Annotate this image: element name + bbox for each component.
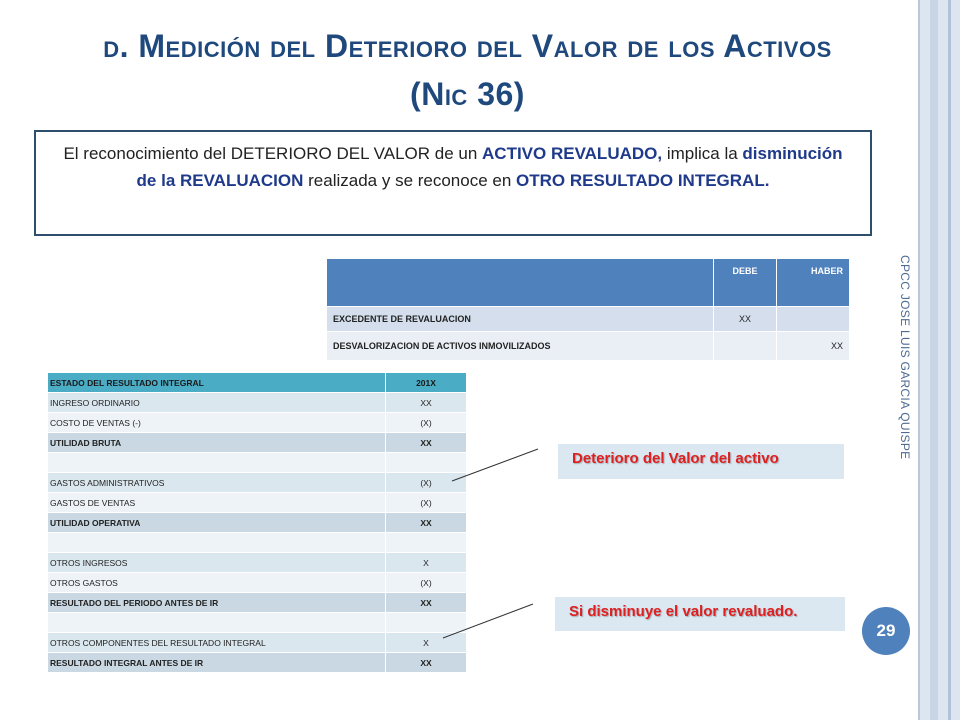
- row-label: GASTOS ADMINISTRATIVOS: [48, 473, 386, 493]
- row-label: OTROS INGRESOS: [48, 553, 386, 573]
- row-label: OTROS GASTOS: [48, 573, 386, 593]
- page-number-badge: 29: [862, 607, 910, 655]
- journal-account: EXCEDENTE DE REVALUACION: [327, 307, 714, 332]
- author-side-text: CPCC JOSE LUIS GARCIA QUISPE: [898, 255, 912, 460]
- journal-debe: XX: [714, 307, 777, 332]
- statement-highlight: disminución de la REVALUACION: [136, 144, 843, 190]
- statement-text: implica la: [662, 144, 743, 163]
- row-label: RESULTADO INTEGRAL ANTES DE IR: [48, 653, 386, 673]
- row-label: COSTO DE VENTAS (-): [48, 413, 386, 433]
- title-line-2: (Nic 36): [410, 76, 525, 112]
- journal-account: DESVALORIZACION DE ACTIVOS INMOVILIZADOS: [327, 332, 714, 361]
- row-value: (X): [386, 413, 467, 433]
- row-label: GASTOS DE VENTAS: [48, 493, 386, 513]
- callout-connector-line: [443, 604, 533, 638]
- row-label: INGRESO ORDINARIO: [48, 393, 386, 413]
- statement-highlight: ACTIVO REVALUADO,: [482, 144, 663, 163]
- row-label: RESULTADO DEL PERIODO ANTES DE IR: [48, 593, 386, 613]
- statement-text: realizada y se reconoce en: [303, 171, 517, 190]
- row-value: XX: [386, 513, 467, 533]
- statement-text: El reconocimiento del DETERIORO DEL VALOR de un: [63, 144, 483, 163]
- journal-header-haber: HABER: [777, 259, 850, 307]
- journal-haber: XX: [777, 332, 850, 361]
- row-value: XX: [386, 653, 467, 673]
- income-header-year: 201X: [386, 373, 467, 393]
- row-value: X: [386, 633, 467, 653]
- row-value: X: [386, 553, 467, 573]
- journal-header-debe: DEBE: [714, 259, 777, 307]
- row-label: OTROS COMPONENTES DEL RESULTADO INTEGRAL: [48, 633, 386, 653]
- callout-deterioro: Deterioro del Valor del activo: [558, 444, 844, 479]
- callout-connector-line: [452, 449, 538, 481]
- row-value: (X): [386, 493, 467, 513]
- row-label: UTILIDAD BRUTA: [48, 433, 386, 453]
- callout-disminuye: Si disminuye el valor revaluado.: [555, 597, 845, 631]
- row-value: XX: [386, 393, 467, 413]
- income-header-label: ESTADO DEL RESULTADO INTEGRAL: [48, 373, 386, 393]
- row-value: XX: [386, 593, 467, 613]
- title-line-1: d. Medición del Deterioro del Valor de los Activos: [103, 28, 832, 64]
- row-value: (X): [386, 573, 467, 593]
- row-value: XX: [386, 433, 467, 453]
- statement-highlight: OTRO RESULTADO INTEGRAL.: [516, 171, 770, 190]
- row-label: UTILIDAD OPERATIVA: [48, 513, 386, 533]
- row-value: (X): [386, 473, 467, 493]
